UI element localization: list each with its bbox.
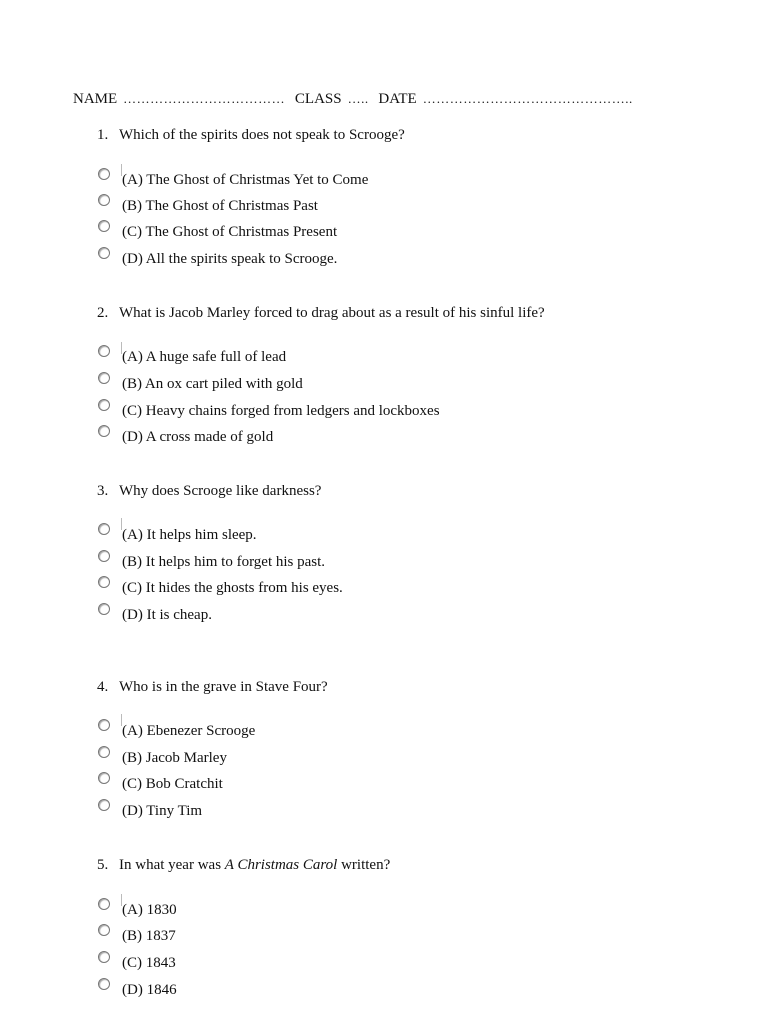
radio-button[interactable] <box>98 345 110 357</box>
option-label: (D) It is cheap. <box>122 607 212 623</box>
option-label: (D) Tiny Tim <box>122 803 203 819</box>
radio-button[interactable] <box>98 924 110 936</box>
radio-button[interactable] <box>98 799 110 811</box>
option-label: (D) A cross made of gold <box>122 429 274 445</box>
option-label: (D) 1846 <box>122 982 177 998</box>
radio-button[interactable] <box>98 372 110 384</box>
name-field[interactable]: ……………………………… <box>123 91 286 106</box>
question-number: 2. <box>97 305 109 321</box>
radio-button[interactable] <box>98 168 110 180</box>
question-number: 3. <box>97 483 109 499</box>
question-text-end: written? <box>337 857 391 873</box>
option-label: (C) Bob Cratchit <box>122 776 223 792</box>
radio-button[interactable] <box>98 978 110 990</box>
radio-button[interactable] <box>98 603 110 615</box>
option-label: (A) It helps him sleep. <box>122 527 257 543</box>
class-field[interactable]: ….. <box>347 91 369 106</box>
question-text: Why does Scrooge like darkness? <box>119 483 322 499</box>
question-4 <box>97 679 328 696</box>
class-label: CLASS <box>294 91 342 107</box>
option-label: (B) Jacob Marley <box>122 750 227 766</box>
option-label: (B) An ox cart piled with gold <box>122 376 303 392</box>
question-text: What is Jacob Marley forced to drag about as a result of his sinful life? <box>119 305 545 321</box>
header-fields <box>73 91 633 108</box>
option-label: (C) The Ghost of Christmas Present <box>122 224 338 240</box>
option-label: (C) It hides the ghosts from his eyes. <box>122 580 343 596</box>
radio-button[interactable] <box>98 550 110 562</box>
name-label: NAME <box>73 91 118 107</box>
radio-button[interactable] <box>98 425 110 437</box>
question-number: 4. <box>97 679 109 695</box>
option-label: (B) 1837 <box>122 928 176 944</box>
option-label: (B) The Ghost of Christmas Past <box>122 198 318 214</box>
option-label: (C) Heavy chains forged from ledgers and lockboxes <box>122 403 440 419</box>
option-label: (A) Ebenezer Scrooge <box>122 723 256 739</box>
question-5 <box>97 857 390 874</box>
question-text: In what year was <box>119 857 225 873</box>
question-2 <box>97 305 545 322</box>
radio-button[interactable] <box>98 576 110 588</box>
option-label: (A) The Ghost of Christmas Yet to Come <box>122 172 369 188</box>
radio-button[interactable] <box>98 898 110 910</box>
question-number: 5. <box>97 857 109 873</box>
question-text: Which of the spirits does not speak to Scrooge? <box>119 127 405 143</box>
radio-button[interactable] <box>98 523 110 535</box>
question-number: 1. <box>97 127 109 143</box>
option-label: (C) 1843 <box>122 955 176 971</box>
radio-button[interactable] <box>98 247 110 259</box>
radio-button[interactable] <box>98 220 110 232</box>
radio-button[interactable] <box>98 746 110 758</box>
date-label: DATE <box>378 91 417 107</box>
option-label: (A) A huge safe full of lead <box>122 349 287 365</box>
radio-button[interactable] <box>98 194 110 206</box>
radio-button[interactable] <box>98 772 110 784</box>
book-title: A Christmas Carol <box>224 857 338 873</box>
option-label: (A) 1830 <box>122 902 177 918</box>
option-label: (D) All the spirits speak to Scrooge. <box>122 251 338 267</box>
question-3 <box>97 483 321 500</box>
option-label: (B) It helps him to forget his past. <box>122 554 326 570</box>
radio-button[interactable] <box>98 719 110 731</box>
question-1 <box>97 127 405 144</box>
radio-button[interactable] <box>98 951 110 963</box>
date-field[interactable]: ……………………………………….. <box>422 91 633 106</box>
question-text: Who is in the grave in Stave Four? <box>119 679 328 695</box>
radio-button[interactable] <box>98 399 110 411</box>
